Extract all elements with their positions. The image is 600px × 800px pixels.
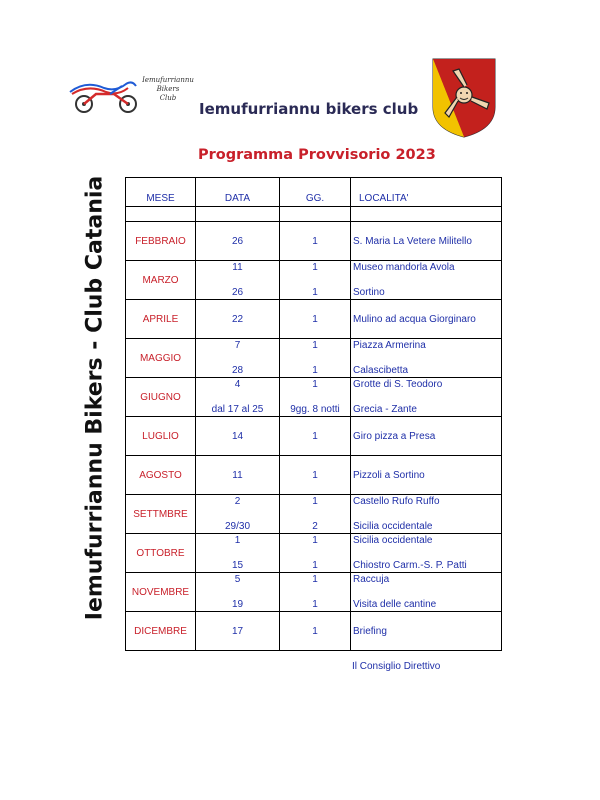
date-cell-value: 11 (232, 262, 243, 273)
vertical-club-title: Iemufurriannu Bikers - Club Catania (82, 175, 108, 621)
month-cell: MARZO (126, 261, 196, 300)
date-cell (196, 534, 280, 573)
table-row (126, 339, 502, 378)
days-cell-value: 1 (312, 625, 318, 637)
date-cell (196, 417, 280, 456)
days-cell (280, 339, 351, 378)
table-header-row (126, 178, 502, 207)
days-cell-value: 1 (312, 379, 318, 390)
header-localita: LOCALITA' (351, 178, 502, 207)
location-cell-value: Mulino ad acqua Giorginaro (353, 313, 476, 325)
location-cell (351, 300, 502, 339)
table-row (126, 534, 502, 573)
days-cell-value: 1 (312, 430, 318, 442)
days-cell-value: 1 (312, 365, 318, 376)
location-cell-value: Raccuja (353, 574, 390, 585)
days-cell (280, 456, 351, 495)
location-cell (351, 495, 502, 534)
date-cell-value: 29/30 (224, 521, 251, 532)
date-cell-value: 1 (234, 535, 241, 546)
month-cell: AGOSTO (126, 456, 196, 495)
days-cell-value: 1 (312, 313, 318, 325)
date-cell-value: 5 (234, 574, 241, 585)
date-cell-value: 22 (231, 313, 244, 325)
location-cell-value: Calascibetta (353, 365, 409, 376)
date-cell-value: 7 (234, 340, 241, 351)
location-cell-value: Briefing (353, 625, 387, 637)
location-cell-value: Sicilia occidentale (353, 521, 433, 532)
location-cell-value: Castello Rufo Ruffo (353, 496, 440, 507)
location-cell-value: Sicilia occidentale (353, 535, 433, 546)
days-cell-value: 1 (312, 574, 318, 585)
table-row (126, 378, 502, 417)
days-cell (280, 378, 351, 417)
location-cell (351, 222, 502, 261)
schedule-table (125, 177, 502, 651)
date-cell (196, 573, 280, 612)
date-cell-value: 2 (234, 496, 241, 507)
logo-text-line1: Iemufurriannu (142, 76, 194, 84)
table-row (126, 495, 502, 534)
days-cell-value: 9gg. 8 notti (290, 404, 340, 415)
date-cell-value: 14 (231, 430, 244, 442)
days-cell (280, 417, 351, 456)
table-row (126, 300, 502, 339)
location-cell (351, 612, 502, 651)
location-cell (351, 339, 502, 378)
month-cell: LUGLIO (126, 417, 196, 456)
location-cell-value: Museo mandorla Avola (353, 262, 455, 273)
date-cell (196, 222, 280, 261)
club-title: Iemufurriannu bikers club (199, 100, 419, 118)
date-cell (196, 495, 280, 534)
days-cell (280, 300, 351, 339)
location-cell (351, 573, 502, 612)
month-cell: DICEMBRE (126, 612, 196, 651)
location-cell-value: Piazza Armerina (353, 340, 426, 351)
month-cell: APRILE (126, 300, 196, 339)
month-cell: MAGGIO (126, 339, 196, 378)
month-cell: NOVEMBRE (126, 573, 196, 612)
table-row (126, 417, 502, 456)
days-cell (280, 573, 351, 612)
header-data: DATA (196, 178, 280, 207)
month-cell: GIUGNO (126, 378, 196, 417)
location-cell (351, 534, 502, 573)
logo-text (138, 76, 198, 103)
table-row (126, 573, 502, 612)
date-cell (196, 261, 280, 300)
table-row (126, 261, 502, 300)
logo-text-line3: Club (159, 94, 177, 102)
location-cell (351, 261, 502, 300)
location-cell-value: Chiostro Carm.-S. P. Patti (353, 560, 467, 571)
days-cell-value: 1 (312, 469, 318, 481)
schedule-table-wrapper (125, 177, 501, 651)
location-cell-value: Grotte di S. Teodoro (353, 379, 443, 390)
date-cell-value: 11 (232, 469, 243, 481)
days-cell-value: 2 (312, 521, 318, 532)
days-cell-value: 1 (312, 599, 318, 610)
location-cell-value: S. Maria La Vetere Militello (353, 235, 472, 247)
date-cell-value: 4 (234, 379, 241, 390)
table-row (126, 612, 502, 651)
location-cell (351, 378, 502, 417)
program-title: Programma Provvisorio 2023 (198, 147, 436, 163)
days-cell-value: 1 (312, 287, 318, 298)
location-cell-value: Grecia - Zante (353, 404, 417, 415)
days-cell (280, 534, 351, 573)
days-cell-value: 1 (312, 340, 318, 351)
days-cell (280, 495, 351, 534)
location-cell-value: Giro pizza a Presa (353, 430, 436, 442)
date-cell-value: 26 (231, 235, 244, 247)
days-cell-value: 1 (312, 535, 318, 546)
date-cell-value: 28 (231, 365, 244, 376)
date-cell-value: 17 (231, 625, 244, 637)
date-cell (196, 300, 280, 339)
schedule-rows (126, 222, 502, 651)
month-cell: SETTMBRE (126, 495, 196, 534)
logo-text-line2: Bikers (156, 85, 180, 93)
location-cell-value: Visita delle cantine (353, 599, 437, 610)
days-cell (280, 222, 351, 261)
month-cell: OTTOBRE (126, 534, 196, 573)
header-gg: GG. (280, 178, 351, 207)
date-cell-value: 15 (231, 560, 244, 571)
location-cell (351, 456, 502, 495)
table-row (126, 222, 502, 261)
table-row (126, 456, 502, 495)
date-cell (196, 339, 280, 378)
date-cell-value: 26 (231, 287, 244, 298)
header-mese: MESE (126, 178, 196, 207)
days-cell-value: 1 (312, 560, 318, 571)
date-cell (196, 378, 280, 417)
days-cell-value: 1 (312, 235, 318, 247)
days-cell (280, 612, 351, 651)
month-cell: FEBBRAIO (126, 222, 196, 261)
date-cell (196, 456, 280, 495)
date-cell-value: dal 17 al 25 (211, 404, 264, 415)
days-cell (280, 261, 351, 300)
footer-signature: Il Consiglio Direttivo (352, 661, 441, 672)
location-cell (351, 417, 502, 456)
date-cell-value: 19 (231, 599, 244, 610)
location-cell-value: Pizzoli a Sortino (353, 469, 425, 481)
table-spacer-row (126, 207, 502, 222)
days-cell-value: 1 (312, 496, 318, 507)
days-cell-value: 1 (312, 262, 318, 273)
sicily-crest-icon (431, 57, 497, 139)
location-cell-value: Sortino (353, 287, 385, 298)
date-cell (196, 612, 280, 651)
motorcycle-icon (70, 82, 136, 112)
